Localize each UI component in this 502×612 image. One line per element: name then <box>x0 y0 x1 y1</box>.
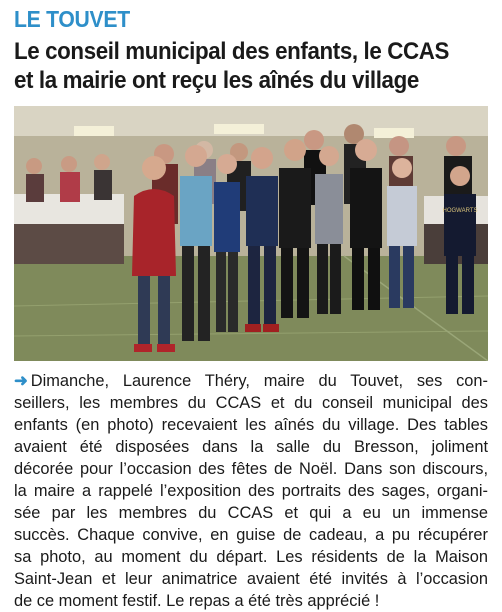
headline-line-1: Le conseil municipal des enfants, le CCAS <box>14 38 449 65</box>
body-line-11: de ce moment festif. Le repas a été très apprécié ! <box>14 592 380 610</box>
body-line-3: enfants (en photo) recevaient les aînés du village. Des tables <box>14 416 488 434</box>
article-body <box>14 370 488 612</box>
jersey-text: HOGWARTS <box>442 208 478 214</box>
headline <box>14 37 494 95</box>
body-line-9: sa photo, au moment du départ. Les résidents de la Maison <box>14 548 488 566</box>
body-line-2: seillers, les membres du CCAS et du conseil municipal des <box>14 394 488 412</box>
body-line-5: décorée pour l’occasion des fêtes de Noël. Dans son discours, <box>14 460 488 478</box>
body-line-7: sée par les membres du CCAS et qui a eu un immense <box>14 504 488 522</box>
right-arrow-icon: ➜ <box>14 372 28 390</box>
body-line-1-text: Dimanche, Laurence Théry, maire du Touvet, ses con- <box>30 372 488 390</box>
group-photo-illustration <box>14 106 488 361</box>
article-photo <box>14 106 488 361</box>
section-kicker: LE TOUVET <box>14 6 130 32</box>
body-line-10: Saint-Jean et leur animatrice avaient été invités à l’occasion <box>14 570 488 588</box>
body-line-6: la maire a rappelé l’exposition des portraits des sages, organi- <box>14 482 488 500</box>
body-line-8: succès. Chaque convive, en guise de cadeau, a pu récupérer <box>14 526 488 544</box>
headline-line-2: et la mairie ont reçu les aînés du village <box>14 67 419 94</box>
body-line-4: avaient été disposées dans la salle du Bresson, joliment <box>14 438 488 456</box>
body-line-1 <box>14 370 488 392</box>
